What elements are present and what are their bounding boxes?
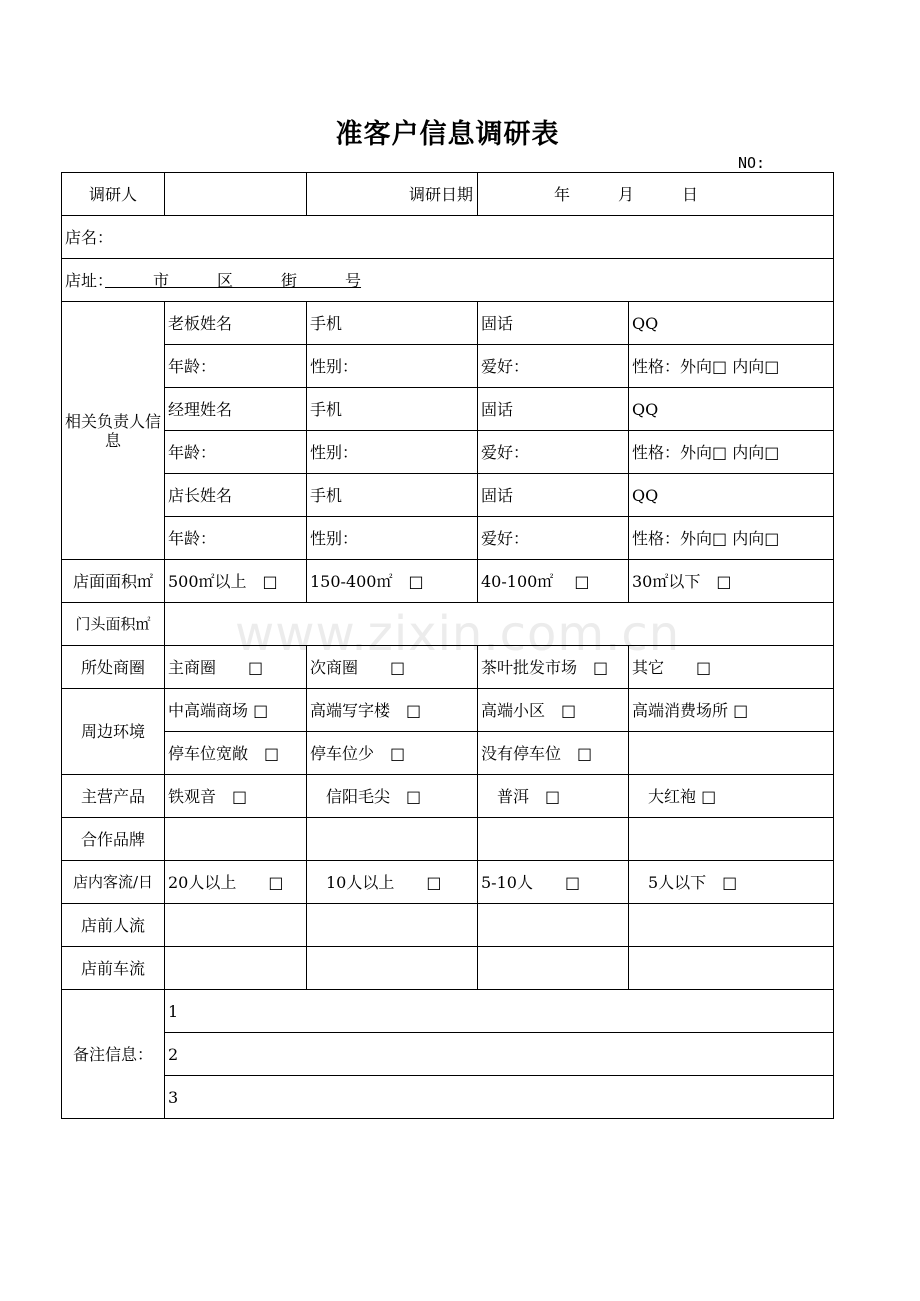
surroundings-option[interactable]: 高端小区 □ [478,689,629,732]
car-traffic-row [62,947,834,990]
foot-traffic-cell[interactable] [307,904,478,947]
header-row [62,173,834,216]
contact-cell[interactable]: 固话 [478,388,629,431]
contact-cell[interactable]: QQ [629,388,834,431]
address-label: 店址： [65,270,106,290]
contact-cell[interactable]: 性别： [307,517,478,560]
contacts-section-label: 相关负责人信息 [62,302,165,560]
door-area-label: 门头面积㎡ [62,603,165,646]
district-option[interactable]: 次商圈 □ [307,646,478,689]
watermark: www.zixin.com.cn [235,606,681,662]
shop-area-label: 店面面积㎡ [62,560,165,603]
notes-row [62,1076,834,1119]
surroundings-option[interactable]: 没有停车位 □ [478,732,629,775]
shop-name-row [62,216,834,259]
brand-cell[interactable] [307,818,478,861]
surroundings-label: 周边环境 [62,689,165,775]
notes-row [62,1033,834,1076]
contact-row [62,474,834,517]
contact-cell[interactable]: QQ [629,302,834,345]
researcher-field[interactable] [165,173,307,216]
shop-name-field[interactable]: 店名： [62,216,834,259]
area-option[interactable]: 40-100㎡ □ [478,560,629,603]
contact-row [62,388,834,431]
notes-row [62,990,834,1033]
product-option[interactable]: 信阳毛尖 □ [307,775,478,818]
contact-cell[interactable]: 固话 [478,474,629,517]
contact-cell[interactable]: QQ [629,474,834,517]
personality-checkbox-cell[interactable]: 性格：外向□ 内向□ [629,517,834,560]
district-row [62,646,834,689]
contact-cell[interactable]: 经理姓名 [165,388,307,431]
contact-cell[interactable]: 手机 [307,388,478,431]
foot-traffic-cell[interactable] [478,904,629,947]
car-traffic-label: 店前车流 [62,947,165,990]
traffic-option[interactable]: 5-10人 □ [478,861,629,904]
traffic-option[interactable]: 20人以上 □ [165,861,307,904]
brands-label: 合作品牌 [62,818,165,861]
contact-cell[interactable]: 爱好： [478,345,629,388]
contact-cell[interactable]: 年龄： [165,345,307,388]
district-label: 所处商圈 [62,646,165,689]
contact-cell[interactable]: 老板姓名 [165,302,307,345]
product-option[interactable]: 铁观音 □ [165,775,307,818]
contact-cell[interactable]: 爱好： [478,431,629,474]
car-traffic-cell[interactable] [478,947,629,990]
foot-traffic-label: 店前人流 [62,904,165,947]
personality-checkbox-cell[interactable]: 性格：外向□ 内向□ [629,431,834,474]
surroundings-row [62,732,834,775]
contact-cell[interactable]: 性别： [307,345,478,388]
contact-cell[interactable]: 性别： [307,431,478,474]
address-field[interactable] [62,259,834,302]
products-row [62,775,834,818]
contact-cell[interactable]: 爱好： [478,517,629,560]
personality-checkbox-cell[interactable]: 性格：外向□ 内向□ [629,345,834,388]
district-option[interactable]: 主商圈 □ [165,646,307,689]
brand-cell[interactable] [165,818,307,861]
customer-traffic-label: 店内客流/日 [62,861,165,904]
district-option[interactable]: 茶叶批发市场 □ [478,646,629,689]
surroundings-option[interactable]: 中高端商场 □ [165,689,307,732]
contact-cell[interactable]: 店长姓名 [165,474,307,517]
brand-cell[interactable] [629,818,834,861]
traffic-row [62,861,834,904]
form-number-label: NO: [738,154,766,172]
contact-cell[interactable]: 年龄： [165,431,307,474]
traffic-option[interactable]: 5人以下 □ [629,861,834,904]
car-traffic-cell[interactable] [165,947,307,990]
page-title: 准客户信息调研表 [335,119,560,150]
surroundings-option[interactable]: 高端消费场所 □ [629,689,834,732]
surroundings-row [62,689,834,732]
survey-date-label: 调研日期 [307,173,478,216]
notes-label: 备注信息： [62,990,165,1119]
car-traffic-cell[interactable] [629,947,834,990]
contact-row [62,517,834,560]
contact-cell[interactable]: 手机 [307,302,478,345]
area-option[interactable]: 500㎡以上 □ [165,560,307,603]
door-area-row [62,603,834,646]
survey-date-field[interactable]: 年 月 日 [478,173,834,216]
area-row [62,560,834,603]
district-option[interactable]: 其它 □ [629,646,834,689]
brands-row [62,818,834,861]
car-traffic-cell[interactable] [307,947,478,990]
note-line[interactable]: 1 [165,990,834,1033]
contact-row [62,302,834,345]
note-line[interactable]: 3 [165,1076,834,1119]
surroundings-option[interactable]: 停车位宽敞 □ [165,732,307,775]
researcher-label: 调研人 [62,173,165,216]
product-option[interactable]: 大红袍 □ [629,775,834,818]
survey-form-table [61,172,834,1119]
brand-cell[interactable] [478,818,629,861]
surroundings-option[interactable]: 高端写字楼 □ [307,689,478,732]
area-option[interactable]: 30㎡以下 □ [629,560,834,603]
note-line[interactable]: 2 [165,1033,834,1076]
contact-row [62,431,834,474]
area-option[interactable]: 150-400㎡ □ [307,560,478,603]
address-row [62,259,834,302]
foot-traffic-cell[interactable] [629,904,834,947]
foot-traffic-row [62,904,834,947]
surroundings-empty-cell[interactable] [629,732,834,775]
product-option[interactable]: 普洱 □ [478,775,629,818]
door-area-field[interactable] [165,603,834,646]
contact-row [62,345,834,388]
address-value: 市 区 街 号 [105,270,362,290]
traffic-option[interactable]: 10人以上 □ [307,861,478,904]
products-label: 主营产品 [62,775,165,818]
surroundings-option[interactable]: 停车位少 □ [307,732,478,775]
contact-cell[interactable]: 固话 [478,302,629,345]
contact-cell[interactable]: 手机 [307,474,478,517]
foot-traffic-cell[interactable] [165,904,307,947]
contact-cell[interactable]: 年龄： [165,517,307,560]
